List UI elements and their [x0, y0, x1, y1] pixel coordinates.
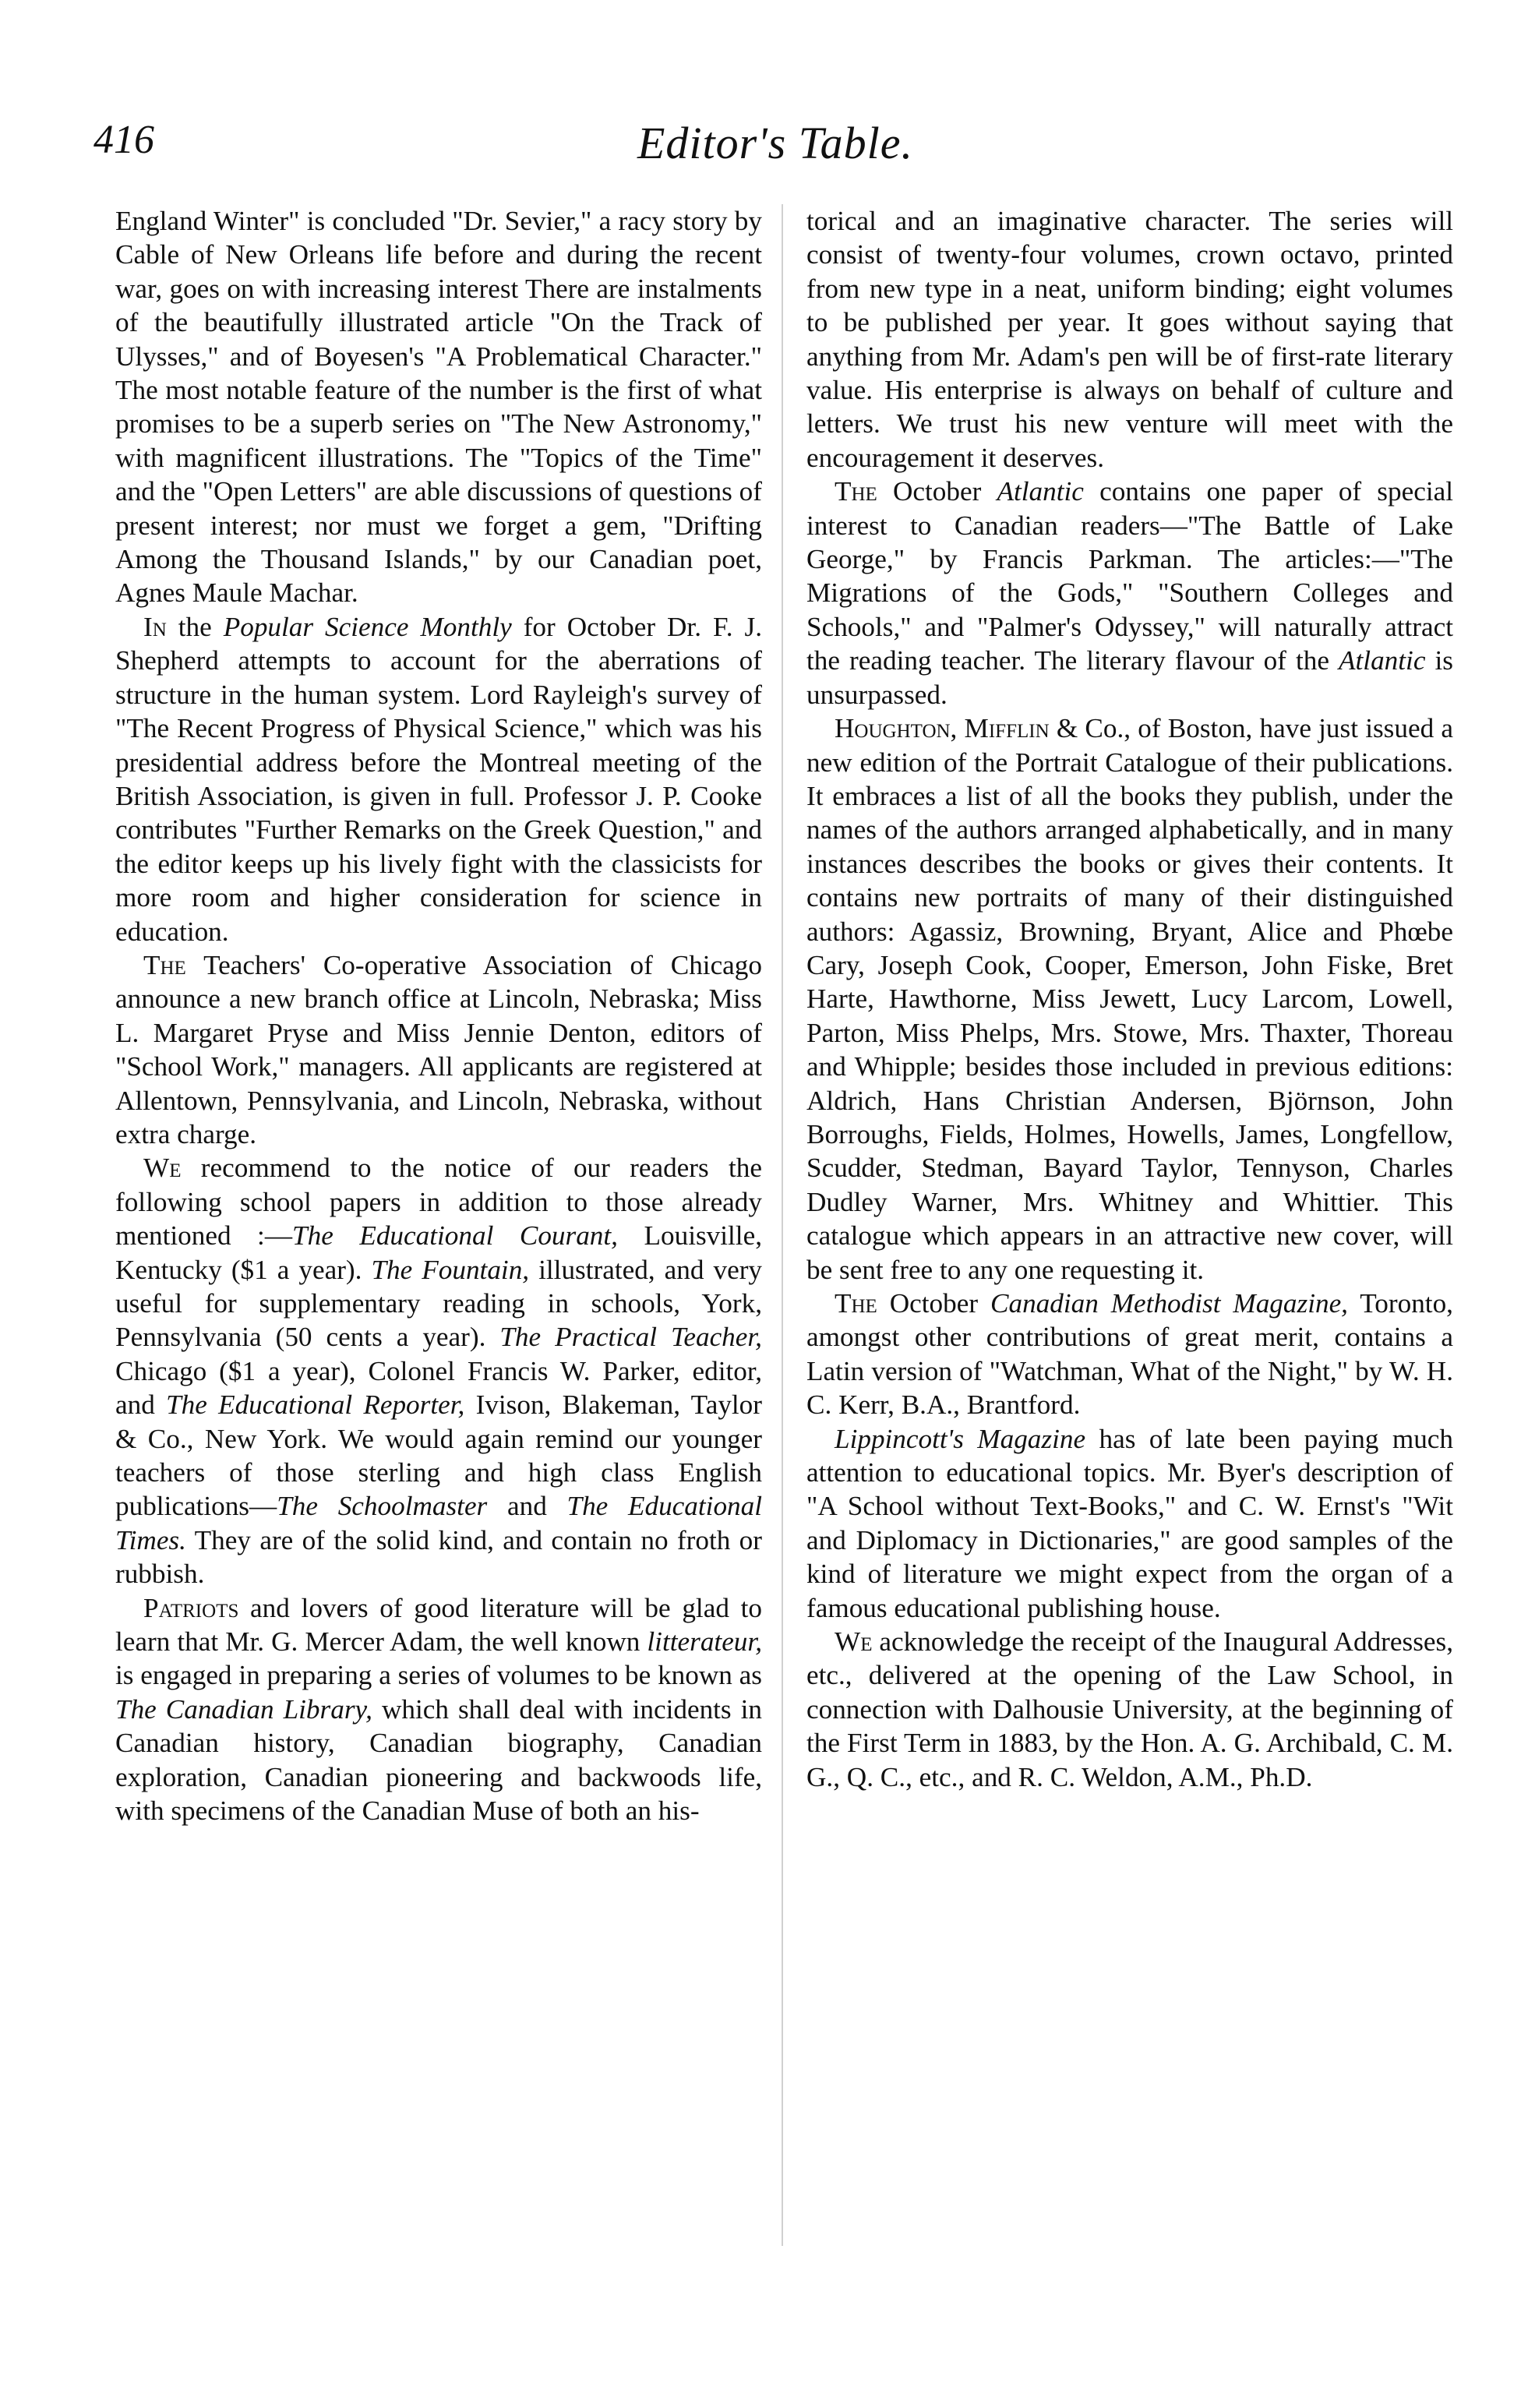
paragraph-continued: torical and an imaginative character. The series will consist of twenty-four volumes, crown octavo, printed from new type in a neat, uniform binding; eight volumes to be published per year. It goes without saying that anything from Mr. Adam's pen will be of first-rate literary value. His enterprise is always on behalf of culture and letters. We trust his new venture will meet with the encouragement it deserves. — [806, 206, 1453, 473]
text-run: Teachers' Co-operative Association of Chicago announce a new branch office at Lincoln, Nebraska; Miss L. Margaret Pryse and Miss Jennie Denton, editors of "School Work," managers. All applicants are registered at Allentown, Pennsylvania, and Lincoln, Nebraska, without extra charge. — [115, 949, 762, 1149]
text-run: illustrated, and very useful for supplementary reading in schools, York, Pennsylvania (50 cents a year). — [115, 1254, 763, 1353]
text-run: October — [877, 476, 997, 507]
magazine-title: Lippincott's Magazine — [835, 1423, 1086, 1454]
lead-word: In — [143, 611, 167, 642]
text-run: and lovers of good literature will be glad to learn that Mr. G. Mercer Adam, the well known — [115, 1592, 762, 1658]
publication-title: The Educational Times. — [115, 1491, 762, 1555]
paragraph-popular-science — [115, 610, 762, 948]
text-run: is engaged in preparing a series of volumes to be known as — [115, 1660, 762, 1691]
publication-title: The Practical Teacher, — [499, 1322, 762, 1353]
right-column — [806, 204, 1453, 1794]
magazine-title: Popular Science Monthly — [223, 611, 512, 642]
text-run: They are of the solid kind, and contain no froth or rubbish. — [115, 1524, 762, 1590]
lead-word: The — [835, 1288, 877, 1319]
left-column — [115, 204, 762, 1828]
magazine-title: Atlantic — [1339, 645, 1426, 676]
column-divider — [782, 204, 783, 2246]
publication-title: The Schoolmaster — [277, 1491, 488, 1522]
text-run: contains one paper of special interest to Canadian readers—"The Battle of Lake George," by Francis Parkman. The articles:—"The Migrations of the Gods," "Southern Colleges and Schools," and "Palmer's Odyssey," will naturally attract the reading teacher. The literary flavour of the — [806, 476, 1453, 676]
paragraph-houghton-mifflin — [806, 711, 1453, 1287]
paragraph-methodist-magazine — [806, 1287, 1453, 1422]
text-run: recommend to the notice of our readers the following school papers in addition to those already mentioned :— — [115, 1153, 762, 1252]
paragraph-canadian-library — [115, 1591, 762, 1828]
text-run: October — [877, 1288, 991, 1319]
paragraph-dalhousie — [806, 1625, 1453, 1794]
publication-title: The Educational Reporter, — [166, 1389, 465, 1421]
text-run: and — [487, 1491, 567, 1522]
italic-term: litterateur, — [647, 1626, 762, 1658]
text-run: Chicago ($1 a year), Colonel Francis W. Parker, editor, and — [115, 1355, 762, 1421]
paragraph-teachers-association — [115, 948, 762, 1151]
page-number: 416 — [94, 118, 154, 162]
page-header — [90, 117, 1461, 187]
paragraph-atlantic — [806, 475, 1453, 711]
lead-word: Patriots — [143, 1592, 239, 1623]
lead-word: We — [835, 1626, 873, 1658]
lead-word: We — [143, 1153, 182, 1184]
text-run: Ivison, Blakeman, Taylor & Co., New York. We would again remind our younger teachers of those sterling and high class English publications— — [115, 1389, 762, 1522]
text-run: & Co., of Boston, have just issued a new edition of the Portrait Catalogue of their publications. It embraces a list of all the books they publish, under the names of the authors arranged alphabetically, and in many instances describes the books or gives their contents. It contains new portraits of many of their distinguished authors: Agassiz, Browning, Bryant, Alice and Phœbe Cary, Joseph Cook, Cooper, Emerson, John Fiske, Bret Harte, Hawthorne, Miss Jewett, Lucy Larcom, Lowell, Parton, Miss Phelps, Mrs. Stowe, Mrs. Thaxter, Thoreau and Whipple; besides those included in previous editions: Aldrich, Hans Christian Andersen, Björnson, John Borroughs, Fields, Holmes, Howells, James, Longfellow, Scudder, Stedman, Bayard Taylor, Tennyson, Charles Dudley Warner, Mrs. Whitney and Whittier. This catalogue which appears in an attractive new cover, will be sent free to any one requesting it. — [806, 713, 1453, 1285]
running-title: Editor's Table. — [637, 118, 913, 168]
text-run: which shall deal with incidents in Canadian history, Canadian biography, Canadian exploration, Canadian pioneering and backwoods life, with specimens of the Canadian Muse of both an his- — [115, 1693, 762, 1827]
text-run: acknowledge the receipt of the Inaugural Addresses, etc., delivered at the opening of the Law School, in connection with Dalhousie University, at the beginning of the First Term in 1883, by the Hon. A. G. Archibald, C. M. G., Q. C., etc., and R. C. Weldon, A.M., Ph.D. — [806, 1626, 1453, 1792]
publication-title: The Educational Courant, — [292, 1220, 618, 1252]
paragraph-lippincotts — [806, 1422, 1453, 1625]
paragraph-school-papers — [115, 1151, 762, 1591]
text-run: for October Dr. F. J. Shepherd attempts to account for the aberrations of structure in the human system. Lord Rayleigh's survey of "The Recent Progress of Physical Science," which was his presidential address before the Montreal meeting of the British Association, is given in full. Professor J. P. Cooke contributes "Further Remarks on the Greek Question," and the editor keeps up his lively fight with the classicists for more room and higher consideration for science in education. — [115, 611, 762, 947]
text-run: has of late been paying much attention to educational topics. Mr. Byer's description of "A School without Text-Books," and C. W. Ernst's "Wit and Diplomacy in Dictionaries," are good samples of the kind of literature we might expect from the organ of a famous educational publishing house. — [806, 1423, 1453, 1623]
lead-word: The — [143, 949, 186, 980]
lead-word: Houghton, Mifflin — [835, 713, 1050, 744]
lead-word: The — [835, 476, 877, 507]
text-run: is unsurpassed. — [806, 645, 1453, 710]
text-run: Louisville, Kentucky ($1 a year). — [115, 1220, 762, 1285]
magazine-title: Canadian Methodist Magazine, — [990, 1288, 1348, 1319]
publication-title: The Canadian Library, — [115, 1693, 372, 1725]
text-run: Toronto, amongst other contributions of great merit, contains a Latin version of "Watchman, What of the Night," by W. H. C. Kerr, B.A., Brantford. — [806, 1288, 1453, 1421]
text-run: the — [166, 611, 224, 642]
magazine-title: Atlantic — [997, 476, 1084, 507]
publication-title: The Fountain, — [371, 1254, 530, 1285]
paragraph-continued: England Winter" is concluded "Dr. Sevier," a racy story by Cable of New Orleans life before and during the recent war, goes on with increasing interest There are instalments of the beautifully illustrated article "On the Track of Ulysses," and of Boyesen's "A Problematical Character." The most notable feature of the number is the first of what promises to be a superb series on "The New Astronomy," with magnificent illustrations. The "Topics of the Time" and the "Open Letters" are able discussions of questions of present interest; nor must we forget a gem, "Drifting Among the Thousand Islands," by our Canadian poet, Agnes Maule Machar. — [115, 206, 762, 609]
